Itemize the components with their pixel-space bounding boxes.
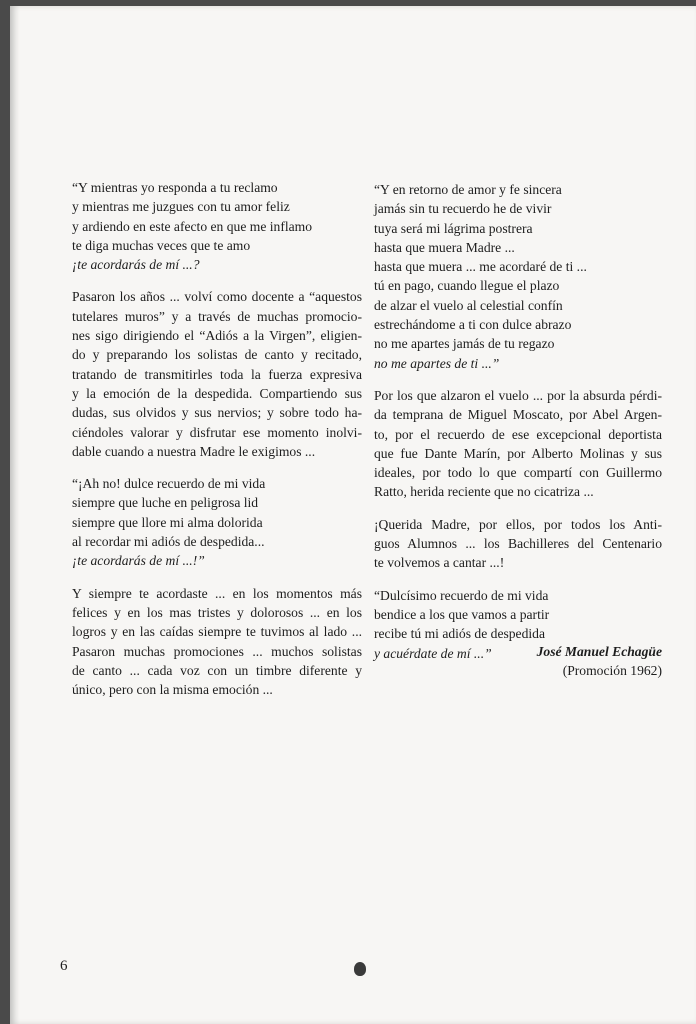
right-column [374, 180, 662, 676]
text-line: felices y en los mas tristes y dolorosos ... en los [72, 604, 362, 620]
verse-stanza [72, 178, 362, 274]
verse-line: “Y mientras yo responda a tu reclamo [72, 180, 278, 195]
verse-line: no me apartes de ti ...” [374, 355, 500, 371]
verse-line: y acuérdate de mí ...” [374, 645, 492, 661]
text-line: y la emoción de la despedida. Compartiendo sus [72, 385, 362, 401]
verse-line: estrechándome a ti con dulce abrazo [374, 317, 572, 333]
text-line: tratando de transmitirles toda la fuerza expresiva [72, 366, 362, 382]
text-line: único, pero con la misma emoción ... [72, 682, 273, 698]
verse-line: siempre que llore mi alma dolorida [72, 514, 263, 530]
text-line: Por los que alzaron el vuelo ... por la absurda pérdi- [374, 387, 662, 403]
text-line: logros y en las caídas siempre te tuvimos al lado ... [72, 624, 362, 640]
text-line: dable cuando a nuestra Madre le exigimos ... [72, 443, 316, 459]
magazine-page [10, 6, 696, 1024]
text-line: de canto ... cada voz con un timbre diferente y [72, 662, 362, 678]
verse-line: ¡te acordarás de mí ...? [72, 257, 200, 273]
verse-line: te diga muchas veces que te amo [72, 237, 251, 253]
verse-line: hasta que muera ... me acordaré de ti ... [374, 259, 587, 275]
text-line: Y siempre te acordaste ... en los momentos más [72, 585, 362, 601]
verse-line: ¡te acordarás de mí ...!” [72, 553, 205, 569]
text-line: dudas, sus olvidos y sus nervios; y sobre todo ha- [72, 405, 362, 421]
verse-line: y mientras me juzgues con tu amor feliz [72, 199, 290, 215]
author-name: José Manuel Echagüe [536, 644, 662, 659]
verse-line: “Dulcísimo recuerdo de mi vida [374, 587, 549, 603]
author-class: (Promoción 1962) [562, 663, 662, 678]
text-line: ideales, por todo lo que compartí con Guillermo [374, 465, 662, 481]
text-line: ¡Querida Madre, por ellos, por todos los Anti- [374, 516, 662, 532]
author-signature [500, 642, 662, 680]
text-line: Pasaron muchas promociones ... muchos solistas [72, 643, 362, 659]
verse-line: al recordar mi adiós de despedida... [72, 534, 265, 550]
text-line: ciéndoles valorar y disfrutar ese momento inolvi- [72, 424, 362, 440]
prose-paragraph [374, 515, 662, 573]
verse-line: y ardiendo en este afecto en que me inflamo [72, 218, 313, 234]
verse-stanza [374, 180, 662, 373]
page-number: 6 [60, 958, 68, 974]
text-line: da temprana de Miguel Moscato, por Abel Argen- [374, 407, 662, 423]
verse-line: siempre que luche en peligrosa lid [72, 495, 259, 511]
text-line: to, por el recuerdo de ese excepcional deportista [374, 426, 662, 442]
text-line: Ratto, herida reciente que no cicatriza ... [374, 484, 594, 500]
text-line: guos Alumnos ... los Bachilleres del Centenario [374, 536, 662, 552]
verse-line: de alzar el vuelo al celestial confín [374, 297, 563, 313]
text-line: te volvemos a cantar ...! [374, 555, 505, 571]
left-column [72, 178, 362, 712]
text-line: que fue Dante Marín, por Alberto Molinas y sus [374, 445, 662, 461]
text-line: nes sigo dirigiendo el “Adiós a la Virgen”, eligien- [72, 328, 362, 344]
prose-paragraph [72, 584, 362, 700]
verse-line: no me apartes jamás de tu regazo [374, 336, 555, 352]
show-through-title [70, 132, 78, 166]
verse-line: recibe tú mi adiós de despedida [374, 626, 545, 642]
prose-paragraph [374, 386, 662, 502]
verse-line: hasta que muera Madre ... [374, 239, 515, 255]
text-line: tutelares muros” y a través de muchas promocio- [72, 308, 362, 324]
verse-stanza [72, 474, 362, 570]
verse-line: bendice a los que vamos a partir [374, 606, 550, 622]
prose-paragraph [72, 287, 362, 461]
text-line: Pasaron los años ... volví como docente a “aquestos [72, 289, 362, 305]
verse-line: tú en pago, cuando llegue el plazo [374, 278, 560, 294]
verse-line: jamás sin tu recuerdo he de vivir [374, 201, 552, 217]
verse-line: tuya será mi lágrima postrera [374, 220, 533, 236]
verse-line: “Y en retorno de amor y fe sincera [374, 182, 562, 197]
school-emblem-icon [354, 962, 366, 976]
text-line: do y preparando los solistas de canto y recitado, [72, 347, 362, 363]
verse-line: “¡Ah no! dulce recuerdo de mi vida [72, 476, 266, 492]
